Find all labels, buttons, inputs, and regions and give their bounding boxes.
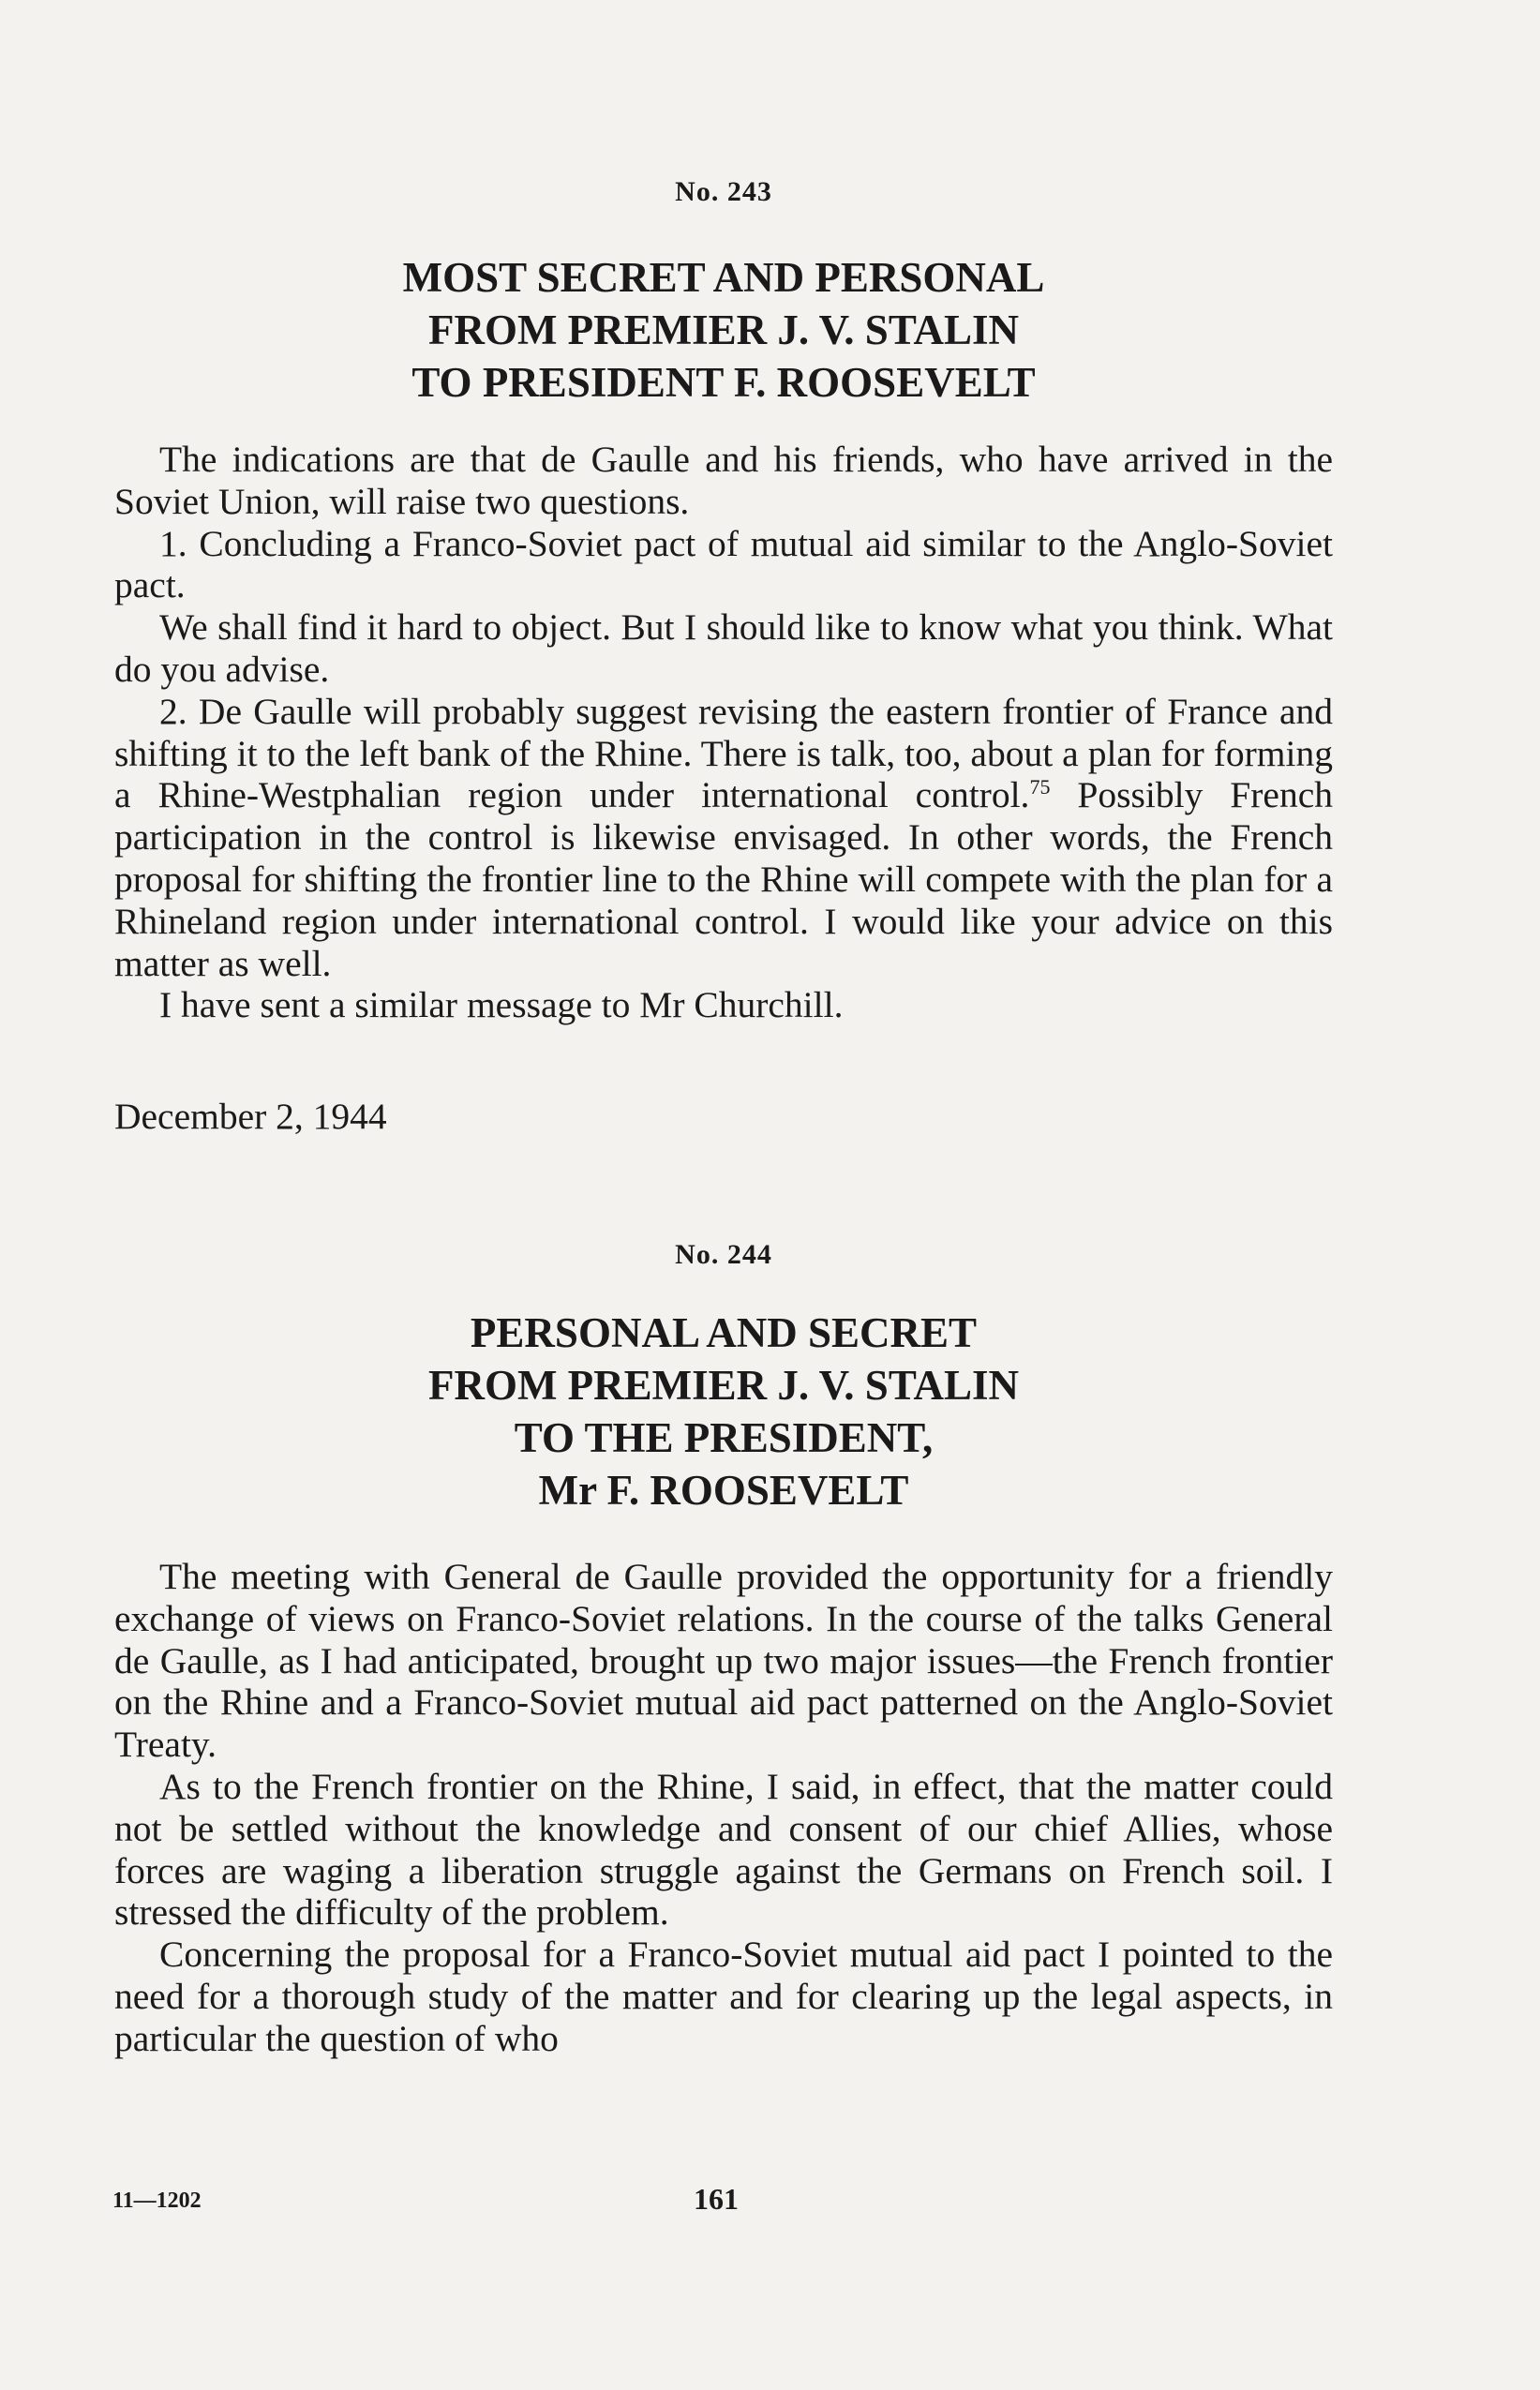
heading-line: FROM PREMIER J. V. STALIN [427, 306, 1020, 353]
document-number: No. 243 [675, 176, 772, 207]
document-body [114, 1556, 1333, 2060]
paragraph-text: 2. De Gaulle will probably suggest revising the eastern frontier of France and shifting it to the left bank of the Rhine. There is talk, too, about a plan for forming a Rhine-Westphalian region under international control. [114, 690, 1333, 816]
paragraph: The indications are that de Gaulle and his friends, who have arrived in the Soviet Union, will raise two questions. [114, 439, 1333, 522]
printer-signature: 11—1202 [112, 2188, 202, 2213]
heading-line: FROM PREMIER J. V. STALIN [427, 1362, 1020, 1409]
document-heading [114, 251, 1333, 409]
document-number: No. 244 [675, 1239, 772, 1270]
document-date: December 2, 1944 [114, 1096, 387, 1137]
document-heading [114, 1307, 1333, 1516]
heading-line: MOST SECRET AND PERSONAL [402, 254, 1045, 301]
paragraph: As to the French frontier on the Rhine, I said, in effect, that the matter could not be settled without the knowledge and consent of our chief Allies, whose forces are waging a liberation struggle against the Germans on French soil. I stressed the difficulty of the problem. [114, 1765, 1333, 1934]
paragraph [114, 691, 1333, 985]
footnote-reference: 75 [1029, 775, 1051, 799]
page-number: 161 [694, 2182, 739, 2216]
heading-line: Mr F. ROOSEVELT [538, 1467, 909, 1514]
paragraph: 1. Concluding a Franco-Soviet pact of mutual aid similar to the Anglo-Soviet pact. [114, 522, 1333, 606]
heading-line: TO PRESIDENT F. ROOSEVELT [411, 359, 1036, 406]
document-body [114, 439, 1333, 1026]
paragraph-text: Possibly French participation in the control is likewise envisaged. In other words, the French proposal for shifting the frontier line to the Rhine will compete with the plan for a Rhineland region under international control. I would like your advice on this matter as well. [114, 774, 1333, 984]
paragraph: I have sent a similar message to Mr Churchill. [159, 984, 844, 1026]
heading-line: PERSONAL AND SECRET [470, 1309, 978, 1356]
paragraph: The meeting with General de Gaulle provided the opportunity for a friendly exchange of views on Franco-Soviet relations. In the course of the talks General de Gaulle, as I had anticipated, brought up two major issues—the French frontier on the Rhine and a Franco-Soviet mutual aid pact patterned on the Anglo-Soviet Treaty. [114, 1556, 1333, 1766]
paragraph: We shall find it hard to object. But I should like to know what you think. What do you advise. [114, 606, 1333, 690]
paragraph: Concerning the proposal for a Franco-Soviet mutual aid pact I pointed to the need for a thorough study of the matter and for clearing up the legal aspects, in particular the question of who [114, 1934, 1333, 2059]
heading-line: TO THE PRESIDENT, [514, 1414, 934, 1461]
